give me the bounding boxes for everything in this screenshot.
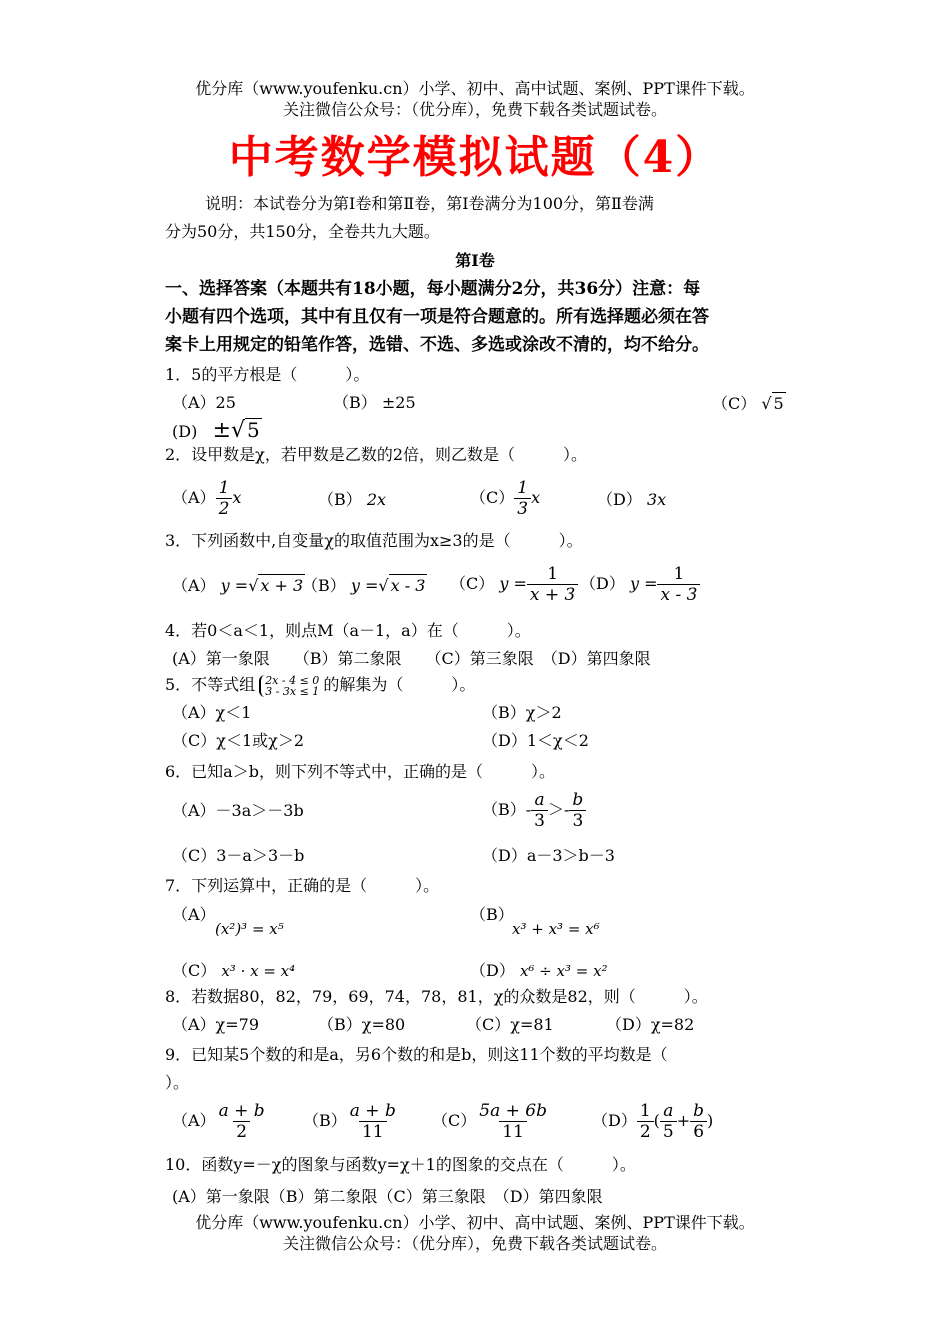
q2-option-a: （A） $\frac{1}{2}$ x bbox=[172, 478, 242, 519]
q7-option-a-expr: (x²)³ = x⁵ bbox=[215, 920, 284, 938]
q7-option-b-label: （B） bbox=[470, 905, 514, 924]
q1-option-a: （A）25 bbox=[172, 393, 236, 412]
q9-stem-line-1: 9．已知某5个数的和是a，另6个数的和是b，则这11个数的平均数是（ bbox=[165, 1045, 668, 1064]
section-title: 第Ⅰ卷 bbox=[455, 251, 495, 270]
q2-option-d: （D） 3x bbox=[597, 490, 667, 509]
q4-stem: 4．若0＜a＜1，则点M（a－1，a）在（ ）。 bbox=[165, 621, 531, 640]
q8-option-a: （A）χ=79 bbox=[172, 1015, 260, 1034]
q2-option-c: （C） $\frac{1}{3}$ x bbox=[470, 478, 541, 519]
q4-options: (A）第一象限 （B）第二象限 （C）第三象限 （D）第四象限 bbox=[172, 649, 651, 668]
q3-stem: 3．下列函数中,自变量χ的取值范围为x≥3的是（ ）。 bbox=[165, 531, 583, 550]
header-line-1: 优分库（www.youfenku.cn）小学、初中、高中试题、案例、PPT课件下载。 bbox=[195, 79, 755, 98]
q3-option-d: （D） y = $\frac{1}{x - 3}$ bbox=[580, 564, 700, 605]
footer-line-1: 优分库（www.youfenku.cn）小学、初中、高中试题、案例、PPT课件下载。 bbox=[195, 1213, 755, 1232]
q6-option-b: （B）- $\frac{a}{3}$ ＞- $\frac{b}{3}$ bbox=[482, 790, 586, 831]
q5-option-c: （C）χ＜1或χ＞2 bbox=[172, 731, 304, 750]
q7-option-a-label: （A） bbox=[172, 905, 216, 924]
q7-option-c: （C） x³ · x = x⁴ bbox=[172, 961, 296, 980]
intro-line-2: 分为50分，共150分，全卷共九大题。 bbox=[165, 222, 440, 241]
q5-stem: 5．不等式组 2x - 4 ≤ 0 3 - 3x ≤ 1 的解集为（ ）。 bbox=[165, 673, 476, 698]
q9-option-c: （C） $\frac{5a + 6b}{11}$ bbox=[432, 1101, 547, 1142]
q9-option-d: （D） $\frac{1}{2}$ ( $\frac{a}{5}$ + $\frac{b}{6}$ ) bbox=[592, 1101, 714, 1142]
q10-stem: 10．函数y=－χ的图象与函数y=χ＋1的图象的交点在（ ）。 bbox=[165, 1155, 636, 1174]
q3-option-c: （C） y = $\frac{1}{x + 3}$ bbox=[450, 564, 578, 605]
q2-stem: 2．设甲数是χ，若甲数是乙数的2倍，则乙数是（ ）。 bbox=[165, 445, 588, 464]
footer-line-2: 关注微信公众号：（优分库），免费下载各类试题试卷。 bbox=[282, 1234, 667, 1253]
q8-option-b: （B）χ=80 bbox=[318, 1015, 406, 1034]
part1-line-1: 一、选择答案（本题共有18小题，每小题满分2分，共36分）注意：每 bbox=[165, 279, 701, 299]
q6-option-c: （C）3－a＞3－b bbox=[172, 846, 305, 865]
intro-line-1: 说明：本试卷分为第Ⅰ卷和第Ⅱ卷，第Ⅰ卷满分为100分，第Ⅱ卷满 bbox=[205, 194, 654, 213]
q5-inequality-system: 2x - 4 ≤ 0 3 - 3x ≤ 1 bbox=[259, 675, 319, 697]
page-title: 中考数学模拟试题（4） bbox=[228, 132, 722, 183]
q8-option-c: （C）χ=81 bbox=[466, 1015, 554, 1034]
q1-option-c: （C） √ 5 bbox=[712, 394, 784, 413]
q6-option-d: （D）a－3＞b－3 bbox=[482, 846, 615, 865]
q7-option-d: （D） x⁶ ÷ x³ = x² bbox=[470, 961, 608, 980]
q3-option-b: （B） y =√ x - 3 bbox=[302, 576, 426, 595]
q3-option-a: （A） y =√ x + 3 bbox=[172, 576, 304, 595]
q5-option-b: （B）χ＞2 bbox=[482, 703, 562, 722]
q7-option-b-expr: x³ + x³ = x⁶ bbox=[512, 920, 600, 938]
part1-line-2: 小题有四个选项，其中有且仅有一项是符合题意的。所有选择题必须在答 bbox=[165, 307, 709, 327]
q10-options: (A）第一象限（B）第二象限（C）第三象限 （D）第四象限 bbox=[172, 1187, 603, 1206]
part1-line-3: 案卡上用规定的铅笔作答，选错、不选、多选或涂改不清的，均不给分。 bbox=[165, 335, 709, 355]
q9-option-b: （B） $\frac{a + b}{11}$ bbox=[303, 1101, 396, 1142]
q1-stem: 1．5的平方根是（ ）。 bbox=[165, 365, 370, 384]
header-line-2: 关注微信公众号：（优分库），免费下载各类试题试卷。 bbox=[282, 100, 667, 119]
q7-stem: 7．下列运算中，正确的是（ ）。 bbox=[165, 876, 440, 895]
q6-stem: 6．已知a＞b，则下列不等式中，正确的是（ ）。 bbox=[165, 762, 555, 781]
q8-stem: 8．若数据80，82，79，69，74，78，81，χ的众数是82，则（ ）。 bbox=[165, 987, 708, 1006]
q5-option-d: （D）1＜χ＜2 bbox=[482, 731, 589, 750]
q1-option-b: （B） ±25 bbox=[333, 393, 416, 412]
q9-option-a: （A） $\frac{a + b}{2}$ bbox=[172, 1101, 265, 1142]
q1-option-d: (D) ±√ 5 bbox=[172, 418, 260, 443]
q5-option-a: （A）χ＜1 bbox=[172, 703, 252, 722]
q9-stem-line-2: ）。 bbox=[165, 1073, 190, 1092]
q2-option-b: （B） 2x bbox=[318, 490, 387, 509]
q6-option-a: （A）－3a＞－3b bbox=[172, 801, 304, 820]
q8-option-d: （D）χ=82 bbox=[606, 1015, 695, 1034]
